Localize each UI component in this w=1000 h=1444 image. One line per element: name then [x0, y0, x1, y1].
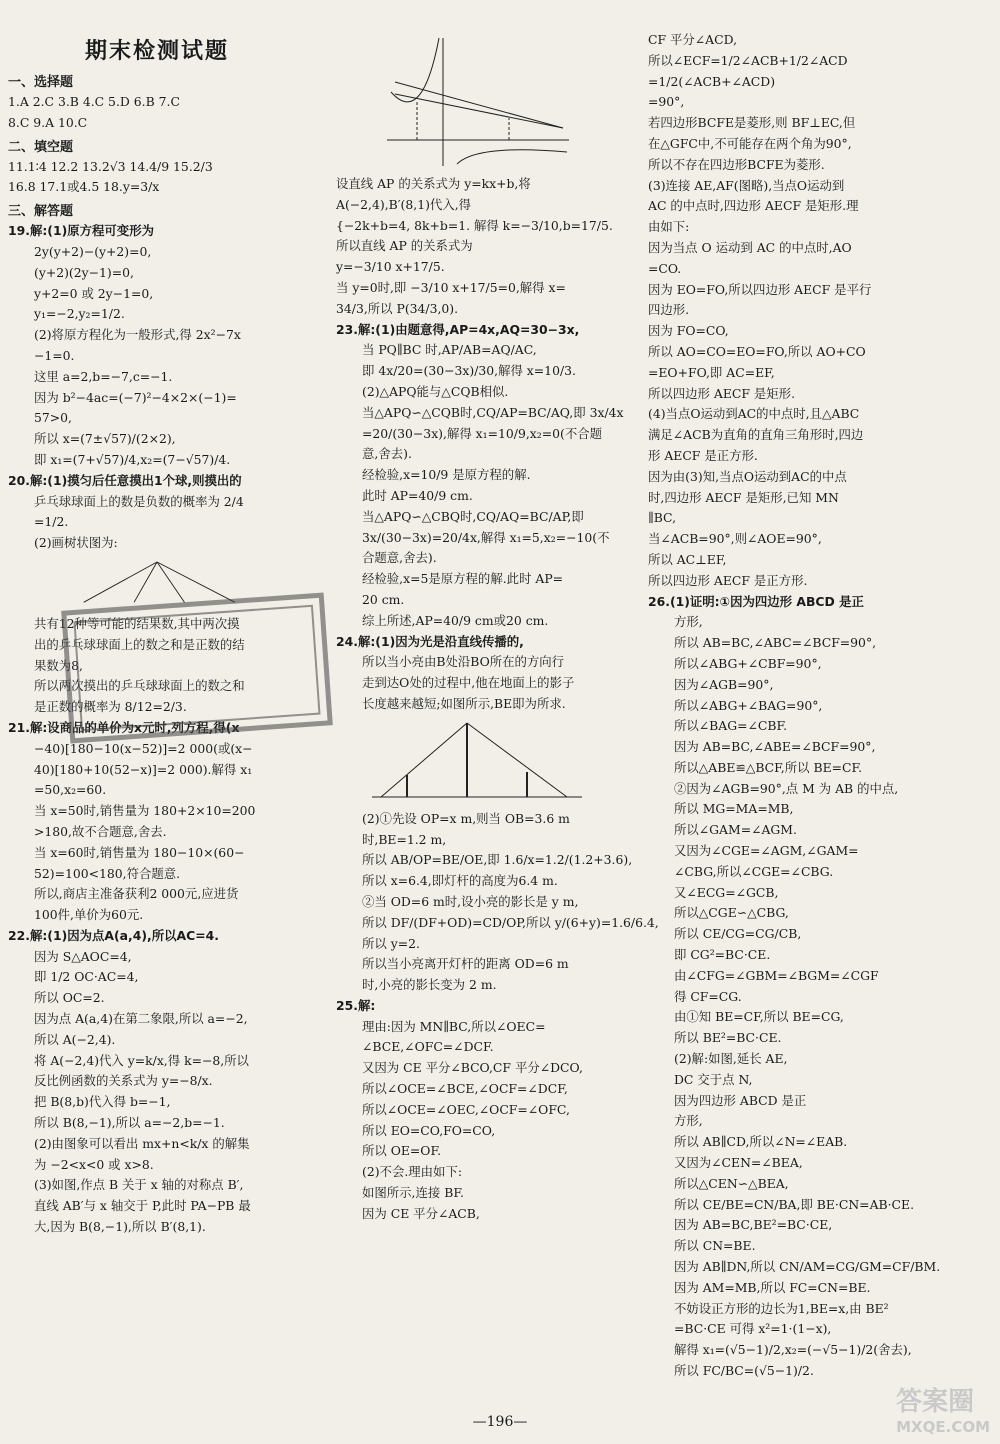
- answer-line: =EO+FO,即 AC=EF,: [648, 364, 775, 380]
- answer-line: 所以∠ECF=1/2∠ACB+1/2∠ACD: [648, 52, 848, 68]
- answer-line: 在△GFC中,不可能存在两个角为90°,: [648, 135, 852, 151]
- answer-line: ∠CBG,所以∠CGE=∠CBG.: [674, 863, 834, 879]
- answer-line: 22.解:(1)因为点A(a,4),所以AC=4.: [8, 927, 219, 943]
- answer-line: ∥BC,: [648, 510, 677, 526]
- answer-line: −40)[180−10(x−52)]=2 000(或(x−: [34, 740, 253, 756]
- answer-line: 是正数的概率为 8/12=2/3.: [34, 699, 187, 715]
- answer-line: 所以 CE/CG=CG/CB,: [674, 926, 802, 942]
- answer-line: 所以四边形 AECF 是矩形.: [648, 385, 796, 401]
- answer-line: 由∠CFG=∠GBM=∠BGM=∠CGF: [674, 967, 879, 983]
- answer-line: 所以两次摸出的乒乓球球面上的数之和: [34, 678, 245, 694]
- answer-line: 又因为 CE 平分∠BCO,CF 平分∠DCO,: [362, 1060, 583, 1076]
- answer-line: ②因为∠AGB=90°,点 M 为 AB 的中点,: [674, 780, 899, 796]
- answer-line: 2y(y+2)−(y+2)=0,: [34, 243, 152, 259]
- watermark-main: 答案圈: [896, 1387, 975, 1417]
- answer-line: 所以 AC⊥EF,: [648, 551, 727, 567]
- column-right: [648, 30, 994, 1384]
- answer-line: 所以直线 AP 的关系式为: [336, 238, 473, 254]
- answer-line: =1/2.: [34, 514, 69, 530]
- answer-line: 方形,: [674, 614, 703, 630]
- shadow-figure: [367, 717, 587, 807]
- answer-line: 因为∠AGB=90°,: [674, 676, 774, 692]
- answer-line: ②当 OD=6 m时,设小亮的影长是 y m,: [362, 893, 579, 909]
- page-number: —196—: [472, 1414, 528, 1430]
- answer-line: 经检验,x=10/9 是原方程的解.: [362, 467, 531, 483]
- answer-line: 所以△CEN∽△BEA,: [674, 1175, 789, 1191]
- answer-line: 即 4x/20=(30−3x)/30,解得 x=10/3.: [362, 363, 576, 379]
- answer-line: 当△APQ∽△CBQ时,CQ/AQ=BC/AP,即: [362, 508, 584, 524]
- answer-line: 意,舍去).: [362, 446, 412, 462]
- answer-line: 乒乓球球面上的数是负数的概率为 2/4: [34, 493, 244, 509]
- answer-line: 当 x=60时,销售量为 180−10×(60−: [34, 844, 245, 860]
- answer-line: AC 的中点时,四边形 AECF 是矩形.理: [648, 198, 859, 214]
- answer-line: 时,BE=1.2 m,: [362, 831, 447, 847]
- answer-line: 长度越来越短;如图所示,BE即为所求.: [362, 695, 566, 711]
- answer-line: (2)画树状图为:: [34, 535, 118, 551]
- answer-line: 52)=100<180,符合题意.: [34, 865, 181, 881]
- answer-line: {−2k+b=4, 8k+b=1. 解得 k=−3/10,b=17/5.: [336, 217, 613, 233]
- answer-line: 所以当小亮由B处沿BO所在的方向行: [362, 654, 565, 670]
- answer-line: 所以△CGE∽△CBG,: [674, 905, 789, 921]
- answer-line: 所以 AB=BC,∠ABC=∠BCF=90°,: [674, 635, 877, 651]
- answer-line: 20 cm.: [362, 591, 405, 607]
- answer-line: 又因为∠CEN=∠BEA,: [674, 1155, 803, 1171]
- answer-line: =20/(30−3x),解得 x₁=10/9,x₂=0(不合题: [362, 425, 602, 441]
- answer-line: 所以 OC=2.: [34, 990, 105, 1006]
- answer-line: 16.8 17.1或4.5 18.y=3/x: [8, 179, 160, 195]
- answer-line: 由如下:: [648, 219, 690, 235]
- answer-line: y=−3/10 x+17/5.: [336, 259, 445, 275]
- answer-line: 四边形.: [648, 302, 690, 318]
- answer-line: 当 x=50时,销售量为 180+2×10=200: [34, 803, 256, 819]
- answer-line: (2)由图象可以看出 mx+n<k/x 的解集: [34, 1135, 250, 1151]
- answer-line: 21.解:设商品的单价为x元时,列方程,得(x: [8, 719, 240, 735]
- column-middle: [336, 30, 659, 1384]
- answer-line: 所以∠BAG=∠CBF.: [674, 718, 788, 734]
- answer-line: 19.解:(1)原方程可变形为: [8, 223, 154, 239]
- answer-line: 因为 S△AOC=4,: [34, 948, 132, 964]
- answer-line: (2)不会.理由如下:: [362, 1164, 463, 1180]
- answer-line: 时,四边形 AECF 是矩形,已知 MN: [648, 489, 839, 505]
- answer-line: 反比例函数的关系式为 y=−8/x.: [34, 1073, 213, 1089]
- answer-line: (2)①先设 OP=x m,则当 OB=3.6 m: [362, 810, 570, 826]
- answer-line: 所以 BE²=BC·CE.: [674, 1030, 782, 1046]
- answer-line: (4)当点O运动到AC的中点时,且△ABC: [648, 406, 860, 422]
- answer-line: 8.C 9.A 10.C: [8, 114, 88, 130]
- answer-line: 这里 a=2,b=−7,c=−1.: [34, 368, 173, 384]
- watermark: [896, 1381, 990, 1436]
- answer-line: 20.解:(1)摸匀后任意摸出1个球,则摸出的: [8, 472, 242, 488]
- answer-line: >180,故不合题意,舍去.: [34, 823, 167, 839]
- answer-line: 所以 FC/BC=(√5−1)/2.: [674, 1363, 814, 1378]
- answer-line: 为 −2<x<0 或 x>8.: [34, 1156, 154, 1172]
- answer-line: 因为四边形 ABCD 是正: [674, 1092, 807, 1108]
- answer-line: 出的乒乓球球面上的数之和是正数的结: [34, 636, 245, 652]
- answer-line: 因为 EO=FO,所以四边形 AECF 是平行: [648, 281, 872, 297]
- answer-line: 40)[180+10(52−x)]=2 000).解得 x₁: [34, 761, 253, 777]
- answer-line: 时,小亮的影长变为 2 m.: [362, 977, 497, 993]
- answer-line: 因为 AB∥DN,所以 CN/AM=CG/GM=CF/BM.: [674, 1259, 941, 1275]
- answer-line: 因为 CE 平分∠ACB,: [362, 1205, 480, 1221]
- answer-line: 所以四边形 AECF 是正方形.: [648, 572, 808, 588]
- answer-line: 所以 x=(7±√57)/(2×2),: [34, 431, 176, 447]
- answer-line: 因为 AB=BC,BE²=BC·CE,: [674, 1217, 833, 1233]
- answer-line: 综上所述,AP=40/9 cm或20 cm.: [362, 612, 549, 628]
- answer-line: 所以∠ABG+∠BAG=90°,: [674, 697, 823, 713]
- answer-line: 大,因为 B(8,−1),所以 B′(8,1).: [34, 1219, 206, 1235]
- answer-line: 如图所示,连接 BF.: [362, 1185, 464, 1201]
- answer-line: 直线 AB′与 x 轴交于 P,此时 PA−PB 最: [34, 1198, 251, 1214]
- answer-line: 所以 y=2.: [362, 935, 420, 951]
- page-title: 期末检测试题: [84, 39, 229, 64]
- answer-line: 当∠ACB=90°,则∠AOE=90°,: [648, 531, 822, 547]
- answer-line: 得 CF=CG.: [674, 988, 742, 1004]
- answer-line: 即 1/2 OC·AC=4,: [34, 969, 139, 985]
- section-heading: 一、选择题: [8, 75, 74, 90]
- column-middle-lines: [336, 32, 659, 1225]
- answer-line: 此时 AP=40/9 cm.: [362, 487, 473, 503]
- answer-line: 理由:因为 MN∥BC,所以∠OEC=: [362, 1018, 546, 1034]
- answer-line: 当△APQ∽△CQB时,CQ/AP=BC/AQ,即 3x/4x: [362, 404, 624, 420]
- stamp-mark: [57, 589, 336, 747]
- answer-line: 所以 x=6.4,即灯杆的高度为6.4 m.: [362, 873, 558, 889]
- answer-line: 设直线 AP 的关系式为 y=kx+b,将: [336, 176, 531, 191]
- answer-line: 所以 A(−2,4).: [34, 1031, 116, 1047]
- answer-line: 即 CG²=BC·CE.: [674, 947, 771, 963]
- watermark-sub: MXQE.COM: [896, 1418, 990, 1436]
- answer-line: =50,x₂=60.: [34, 782, 107, 798]
- answer-line: 所以△ABE≌△BCF,所以 BE=CF.: [674, 759, 863, 775]
- answer-line: 由①知 BE=CF,所以 BE=CG,: [674, 1009, 844, 1025]
- answer-line: 26.(1)证明:①因为四边形 ABCD 是正: [648, 593, 864, 609]
- answer-line: 所以 EO=CO,FO=CO,: [362, 1122, 496, 1138]
- column-right-lines: [648, 30, 994, 1382]
- answer-line: =1/2(∠ACB+∠ACD): [648, 73, 776, 89]
- answer-line: 所以 OE=OF.: [362, 1143, 442, 1159]
- answer-line: 23.解:(1)由题意得,AP=4x,AQ=30−3x,: [336, 321, 580, 337]
- answer-line: 经检验,x=5是原方程的解.此时 AP=: [362, 571, 564, 587]
- answer-line: 34/3,所以 P(34/3,0).: [336, 300, 459, 316]
- section-heading: 三、解答题: [8, 204, 74, 220]
- answer-line: (y+2)(2y−1)=0,: [34, 264, 134, 280]
- answer-line: 所以 MG=MA=MB,: [674, 801, 794, 817]
- answer-line: y₁=−2,y₂=1/2.: [34, 306, 125, 322]
- answer-line: 方形,: [674, 1113, 703, 1129]
- answer-line: 24.解:(1)因为光是沿直线传播的,: [336, 633, 524, 649]
- answer-line: 合题意,舍去).: [362, 550, 437, 566]
- answer-line: (2)将原方程化为一般形式,得 2x²−7x: [34, 327, 241, 343]
- answer-line: 所以 AO=CO=EO=FO,所以 AO+CO: [648, 343, 866, 359]
- answer-line: 将 A(−2,4)代入 y=k/x,得 k=−8,所以: [34, 1052, 249, 1068]
- answer-line: 又∠ECG=∠GCB,: [674, 884, 779, 900]
- answer-line: 11.1∶4 12.2 13.2√3 14.4/9 15.2/3: [8, 158, 213, 174]
- answer-line: ∠BCE,∠OFC=∠DCF.: [362, 1039, 494, 1055]
- answer-line: 因为当点 O 运动到 AC 的中点时,AO: [648, 239, 852, 255]
- answer-line: 又因为∠CGE=∠AGM,∠GAM=: [674, 843, 859, 859]
- answer-line: DC 交于点 N,: [674, 1071, 753, 1087]
- answer-line: =CO.: [648, 260, 682, 276]
- answer-line: 所以 CN=BE.: [674, 1238, 756, 1254]
- answer-line: (2)△APQ能与△CQB相似.: [362, 383, 509, 399]
- answer-line: 即 x₁=(7+√57)/4,x₂=(7−√57)/4.: [34, 451, 231, 467]
- answer-line: (3)连接 AE,AF(图略),当点O运动到: [648, 177, 845, 193]
- answer-line: (3)如图,作点 B 关于 x 轴的对称点 B′,: [34, 1177, 244, 1193]
- answer-line: 100件,单价为60元.: [34, 907, 144, 923]
- answer-line: 共有12种等可能的结果数,其中两次摸: [34, 615, 240, 631]
- answer-line: 满足∠ACB为直角的直角三角形时,四边: [648, 427, 864, 443]
- answer-line: 所以∠OCE=∠OEC,∠OCF=∠OFC,: [362, 1101, 570, 1117]
- answer-line: 25.解:: [336, 997, 376, 1013]
- answer-line: 所以 AB/OP=BE/OE,即 1.6/x=1.2/(1.2+3.6),: [362, 852, 633, 868]
- answer-line: 形 AECF 是正方形.: [648, 447, 758, 463]
- answer-line: A(−2,4),B′(8,1)代入,得: [336, 196, 472, 212]
- answer-line: 57>0,: [34, 410, 72, 426]
- answer-line: 解得 x₁=(√5−1)/2,x₂=(−√5−1)/2(舍去),: [674, 1342, 912, 1358]
- answer-line: 因为 AM=MB,所以 FC=CN=BE.: [674, 1279, 871, 1295]
- answer-line: 所以不存在四边形BCFE为菱形.: [648, 156, 825, 172]
- answer-line: 所以∠OCE=∠BCE,∠OCF=∠DCF,: [362, 1081, 568, 1097]
- answer-line: 因为 FO=CO,: [648, 323, 729, 339]
- answer-line: 所以当小亮离开灯杆的距离 OD=6 m: [362, 956, 569, 972]
- coordinate-graph-figure: [377, 32, 577, 172]
- answer-line: 因为 AB=BC,∠ABE=∠BCF=90°,: [674, 739, 876, 755]
- answer-line: CF 平分∠ACD,: [648, 32, 738, 47]
- answer-line: 所以 B(8,−1),所以 a=−2,b=−1.: [34, 1115, 225, 1131]
- section-heading: 二、填空题: [8, 139, 74, 155]
- answer-line: 所以 CE/BE=CN/BA,即 BE·CN=AB·CE.: [674, 1196, 915, 1212]
- answer-line: =90°,: [648, 94, 685, 110]
- answer-line: 因为由(3)知,当点O运动到AC的中点: [648, 468, 847, 484]
- answer-line: 因为点 A(a,4)在第二象限,所以 a=−2,: [34, 1011, 248, 1027]
- answer-line: 果数为8,: [34, 657, 83, 673]
- answer-line: 1.A 2.C 3.B 4.C 5.D 6.B 7.C: [8, 94, 180, 109]
- answer-line: y+2=0 或 2y−1=0,: [34, 285, 154, 301]
- answer-line: −1=0.: [34, 347, 75, 363]
- answer-line: 若四边形BCFE是菱形,则 BF⊥EC,但: [648, 115, 856, 131]
- answer-line: 当 y=0时,即 −3/10 x+17/5=0,解得 x=: [336, 279, 566, 295]
- answer-line: 所以 AB∥CD,所以∠N=∠EAB.: [674, 1134, 848, 1150]
- answer-line: 走到达O处的过程中,他在地面上的影子: [362, 675, 575, 691]
- answer-line: 3x/(30−3x)=20/4x,解得 x₁=5,x₂=−10(不: [362, 529, 610, 545]
- answer-line: 所以,商店主准备获利2 000元,应进货: [34, 886, 239, 902]
- answer-line: (2)解:如图,延长 AE,: [674, 1051, 788, 1067]
- answer-line: 所以 DF/(DF+OD)=CD/OP,所以 y/(6+y)=1.6/6.4,: [362, 914, 659, 930]
- answer-line: 所以∠GAM=∠AGM.: [674, 822, 797, 838]
- answer-line: 因为 b²−4ac=(−7)²−4×2×(−1)=: [34, 389, 237, 405]
- answer-line: 所以∠ABG+∠CBF=90°,: [674, 655, 822, 671]
- answer-line: 不妨设正方形的边长为1,BE=x,由 BE²: [674, 1300, 889, 1316]
- answer-line: =BC·CE 可得 x²=1·(1−x),: [674, 1321, 832, 1337]
- answer-line: 把 B(8,b)代入得 b=−1,: [34, 1094, 171, 1110]
- answer-line: 当 PQ∥BC 时,AP/AB=AQ/AC,: [362, 342, 537, 358]
